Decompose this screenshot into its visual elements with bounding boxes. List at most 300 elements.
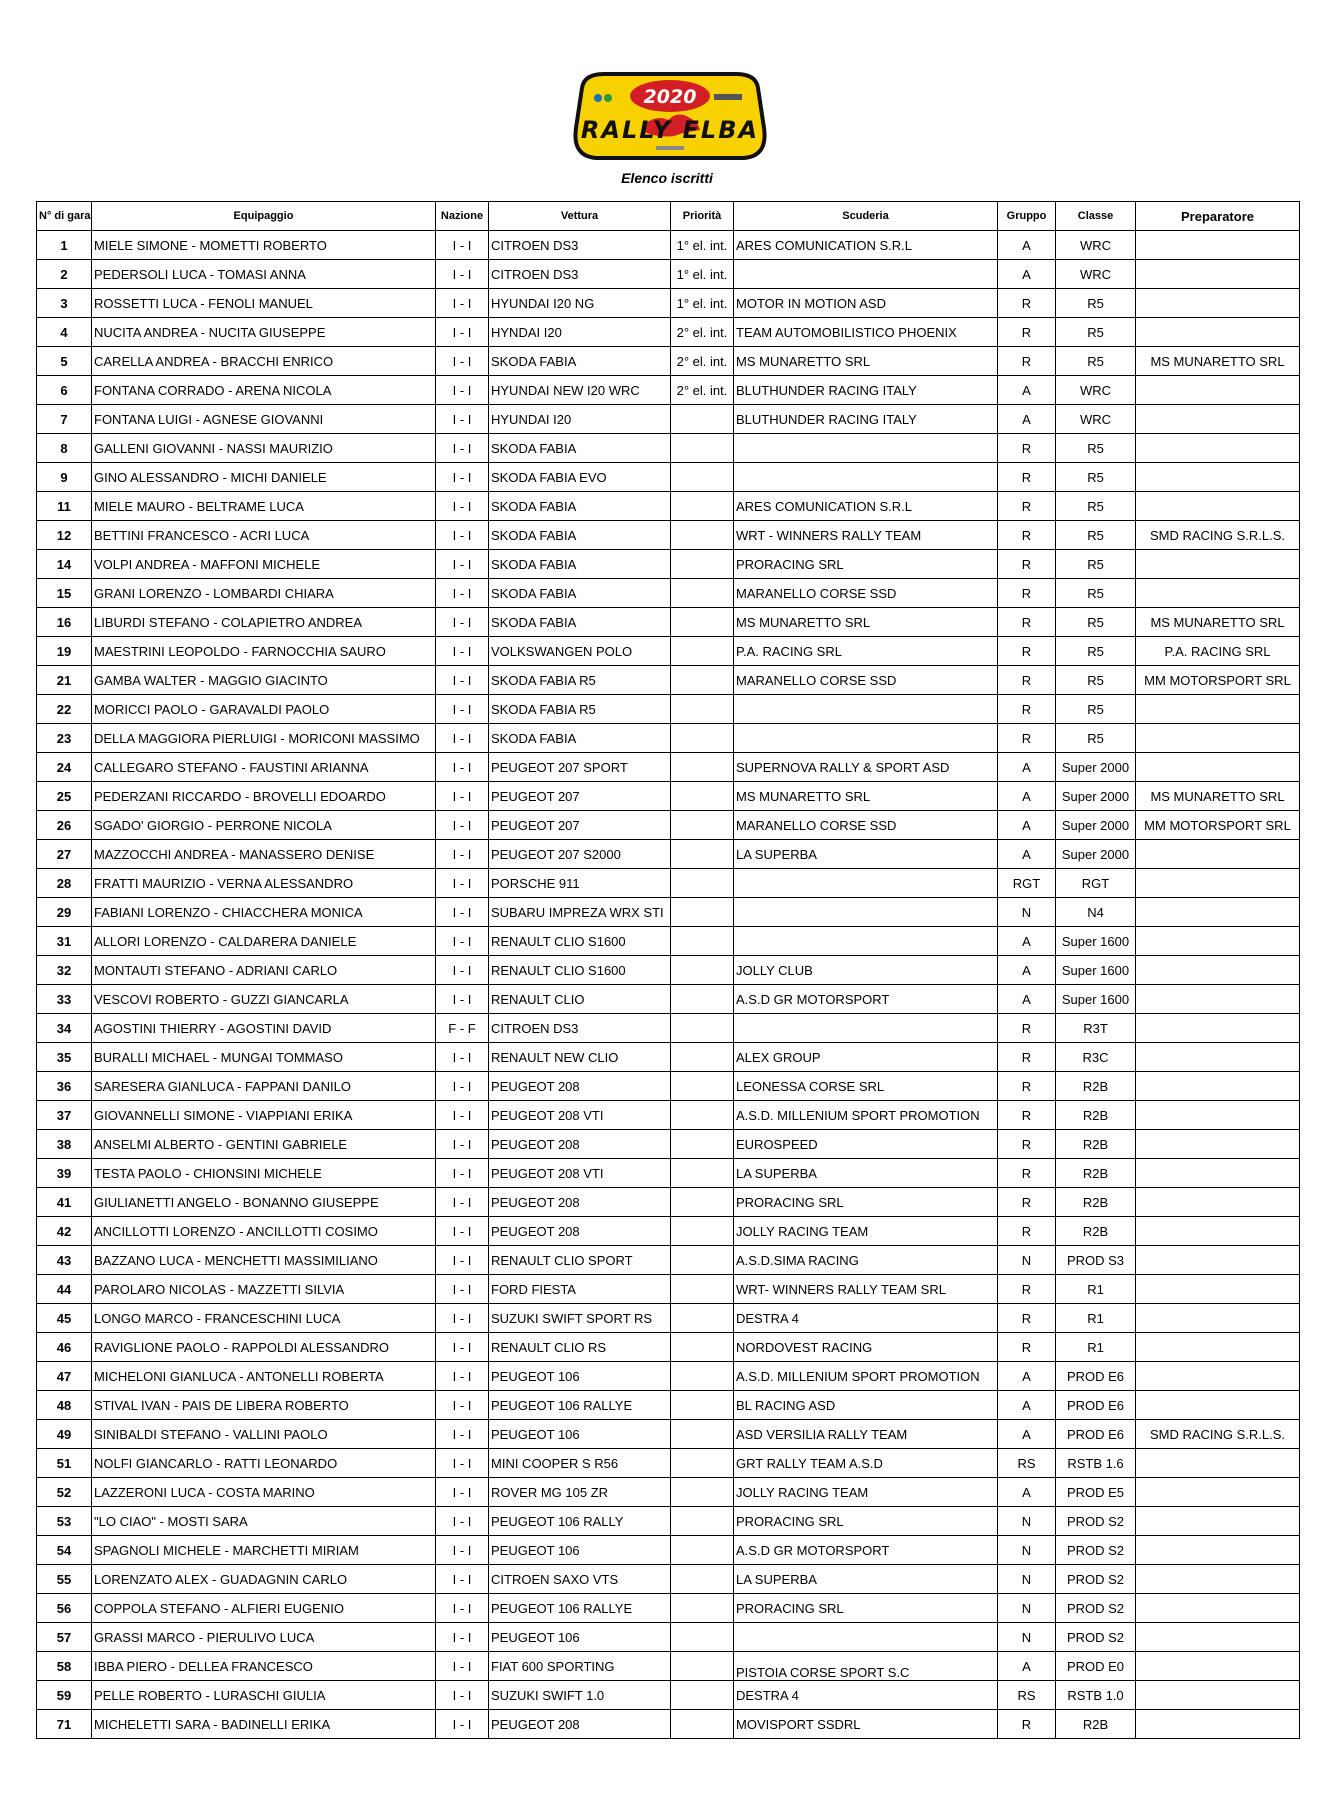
crew-cell: PEDERZANI RICCARDO - BROVELLI EDOARDO — [92, 782, 436, 811]
table-row — [37, 1420, 1300, 1449]
preparer-cell — [1136, 1043, 1300, 1072]
table-row — [37, 811, 1300, 840]
class-cell: R5 — [1056, 579, 1136, 608]
class-cell: PROD S2 — [1056, 1565, 1136, 1594]
crew-cell: SGADO' GIORGIO - PERRONE NICOLA — [92, 811, 436, 840]
table-row — [37, 1391, 1300, 1420]
table-row — [37, 318, 1300, 347]
table-row — [37, 405, 1300, 434]
class-cell: R1 — [1056, 1333, 1136, 1362]
team-cell: P.A. RACING SRL — [734, 637, 998, 666]
car-cell: PEUGEOT 207 SPORT — [489, 753, 671, 782]
car-cell: PEUGEOT 208 VTI — [489, 1159, 671, 1188]
table-row — [37, 289, 1300, 318]
class-cell: RSTB 1.0 — [1056, 1681, 1136, 1710]
nation-cell: I - I — [436, 840, 489, 869]
car-cell: SKODA FABIA — [489, 550, 671, 579]
table-row — [37, 1710, 1300, 1739]
priority-cell — [671, 1333, 734, 1362]
table-row — [37, 1043, 1300, 1072]
preparer-cell — [1136, 898, 1300, 927]
group-cell: R — [998, 463, 1056, 492]
nation-cell: I - I — [436, 608, 489, 637]
group-cell: A — [998, 231, 1056, 260]
priority-cell — [671, 1710, 734, 1739]
entry-number: 45 — [37, 1304, 92, 1333]
nation-cell: I - I — [436, 782, 489, 811]
priority-cell — [671, 666, 734, 695]
nation-cell: I - I — [436, 1246, 489, 1275]
class-cell: RSTB 1.6 — [1056, 1449, 1136, 1478]
nation-cell: I - I — [436, 260, 489, 289]
preparer-cell — [1136, 463, 1300, 492]
priority-cell — [671, 1275, 734, 1304]
group-cell: A — [998, 376, 1056, 405]
priority-cell — [671, 1449, 734, 1478]
crew-cell: ANCILLOTTI LORENZO - ANCILLOTTI COSIMO — [92, 1217, 436, 1246]
nation-cell: I - I — [436, 376, 489, 405]
team-cell: JOLLY CLUB — [734, 956, 998, 985]
table-row — [37, 521, 1300, 550]
car-cell: SKODA FABIA — [489, 579, 671, 608]
priority-cell — [671, 898, 734, 927]
preparer-cell — [1136, 1710, 1300, 1739]
preparer-cell — [1136, 1681, 1300, 1710]
priority-cell: 1° el. int. — [671, 260, 734, 289]
class-cell: PROD E6 — [1056, 1420, 1136, 1449]
car-cell: RENAULT NEW CLIO — [489, 1043, 671, 1072]
team-cell: A.S.D. MILLENIUM SPORT PROMOTION — [734, 1101, 998, 1130]
group-cell: R — [998, 637, 1056, 666]
class-cell: Super 2000 — [1056, 840, 1136, 869]
entry-number: 32 — [37, 956, 92, 985]
team-cell: ASD VERSILIA RALLY TEAM — [734, 1420, 998, 1449]
nation-cell: I - I — [436, 1159, 489, 1188]
team-cell: LA SUPERBA — [734, 1159, 998, 1188]
group-cell: A — [998, 260, 1056, 289]
crew-cell: MAZZOCCHI ANDREA - MANASSERO DENISE — [92, 840, 436, 869]
car-cell: CITROEN DS3 — [489, 260, 671, 289]
entry-list-table — [36, 201, 1300, 1739]
team-cell — [734, 695, 998, 724]
entry-number: 15 — [37, 579, 92, 608]
crew-cell: LIBURDI STEFANO - COLAPIETRO ANDREA — [92, 608, 436, 637]
class-cell: PROD E6 — [1056, 1362, 1136, 1391]
preparer-cell — [1136, 1188, 1300, 1217]
priority-cell — [671, 1362, 734, 1391]
entry-number: 37 — [37, 1101, 92, 1130]
group-cell: R — [998, 579, 1056, 608]
table-row — [37, 1652, 1300, 1681]
team-cell: PRORACING SRL — [734, 1594, 998, 1623]
nation-cell: I - I — [436, 1217, 489, 1246]
nation-cell: I - I — [436, 637, 489, 666]
page-subtitle: Elenco iscritti — [621, 170, 713, 186]
class-cell: R5 — [1056, 608, 1136, 637]
entry-number: 2 — [37, 260, 92, 289]
entry-number: 12 — [37, 521, 92, 550]
priority-cell — [671, 753, 734, 782]
crew-cell: MAESTRINI LEOPOLDO - FARNOCCHIA SAURO — [92, 637, 436, 666]
group-cell: R — [998, 724, 1056, 753]
nation-cell: I - I — [436, 289, 489, 318]
crew-cell: MICHELETTI SARA - BADINELLI ERIKA — [92, 1710, 436, 1739]
table-row — [37, 1594, 1300, 1623]
preparer-cell — [1136, 1014, 1300, 1043]
group-cell: N — [998, 898, 1056, 927]
entry-number: 39 — [37, 1159, 92, 1188]
crew-cell: DELLA MAGGIORA PIERLUIGI - MORICONI MASSIMO — [92, 724, 436, 753]
car-cell: PEUGEOT 207 — [489, 811, 671, 840]
table-row — [37, 695, 1300, 724]
table-row — [37, 231, 1300, 260]
nation-cell: I - I — [436, 1652, 489, 1681]
team-cell: JOLLY RACING TEAM — [734, 1478, 998, 1507]
table-row — [37, 1507, 1300, 1536]
entry-number: 53 — [37, 1507, 92, 1536]
table-row — [37, 1623, 1300, 1652]
nation-cell: I - I — [436, 695, 489, 724]
column-header-number: N° di gara — [37, 202, 92, 231]
priority-cell — [671, 637, 734, 666]
crew-cell: LAZZERONI LUCA - COSTA MARINO — [92, 1478, 436, 1507]
team-cell: PRORACING SRL — [734, 1507, 998, 1536]
column-header-priority: Priorità — [671, 202, 734, 231]
class-cell: R2B — [1056, 1072, 1136, 1101]
team-cell — [734, 927, 998, 956]
entry-number: 4 — [37, 318, 92, 347]
team-cell: NORDOVEST RACING — [734, 1333, 998, 1362]
preparer-cell — [1136, 550, 1300, 579]
class-cell: R2B — [1056, 1217, 1136, 1246]
priority-cell — [671, 1043, 734, 1072]
nation-cell: I - I — [436, 898, 489, 927]
nation-cell: I - I — [436, 318, 489, 347]
priority-cell — [671, 1681, 734, 1710]
table-header-row — [37, 202, 1300, 231]
class-cell: PROD S2 — [1056, 1507, 1136, 1536]
priority-cell — [671, 1130, 734, 1159]
table-row — [37, 869, 1300, 898]
car-cell: MINI COOPER S R56 — [489, 1449, 671, 1478]
class-cell: R5 — [1056, 347, 1136, 376]
priority-cell: 1° el. int. — [671, 289, 734, 318]
priority-cell — [671, 1391, 734, 1420]
class-cell: Super 1600 — [1056, 956, 1136, 985]
priority-cell — [671, 1536, 734, 1565]
car-cell: SKODA FABIA R5 — [489, 695, 671, 724]
preparer-cell — [1136, 1101, 1300, 1130]
preparer-cell: MM MOTORSPORT SRL — [1136, 666, 1300, 695]
car-cell: HYUNDAI I20 NG — [489, 289, 671, 318]
priority-cell — [671, 695, 734, 724]
entry-number: 5 — [37, 347, 92, 376]
group-cell: R — [998, 492, 1056, 521]
group-cell: N — [998, 1594, 1056, 1623]
group-cell: A — [998, 840, 1056, 869]
class-cell: R2B — [1056, 1710, 1136, 1739]
entry-number: 23 — [37, 724, 92, 753]
crew-cell: AGOSTINI THIERRY - AGOSTINI DAVID — [92, 1014, 436, 1043]
team-cell: MS MUNARETTO SRL — [734, 782, 998, 811]
crew-cell: GAMBA WALTER - MAGGIO GIACINTO — [92, 666, 436, 695]
preparer-cell — [1136, 1623, 1300, 1652]
preparer-cell: MS MUNARETTO SRL — [1136, 608, 1300, 637]
entry-number: 51 — [37, 1449, 92, 1478]
crew-cell: PELLE ROBERTO - LURASCHI GIULIA — [92, 1681, 436, 1710]
crew-cell: PEDERSOLI LUCA - TOMASI ANNA — [92, 260, 436, 289]
nation-cell: I - I — [436, 666, 489, 695]
group-cell: R — [998, 1188, 1056, 1217]
car-cell: SKODA FABIA — [489, 492, 671, 521]
crew-cell: BAZZANO LUCA - MENCHETTI MASSIMILIANO — [92, 1246, 436, 1275]
class-cell: Super 1600 — [1056, 985, 1136, 1014]
logo-text: RALLY ELBA — [580, 116, 760, 144]
car-cell: ROVER MG 105 ZR — [489, 1478, 671, 1507]
priority-cell — [671, 927, 734, 956]
preparer-cell — [1136, 1275, 1300, 1304]
team-cell: EUROSPEED — [734, 1130, 998, 1159]
group-cell: R — [998, 521, 1056, 550]
crew-cell: GIULIANETTI ANGELO - BONANNO GIUSEPPE — [92, 1188, 436, 1217]
class-cell: R5 — [1056, 492, 1136, 521]
car-cell: PEUGEOT 208 — [489, 1710, 671, 1739]
preparer-cell — [1136, 1652, 1300, 1681]
nation-cell: I - I — [436, 869, 489, 898]
nation-cell: I - I — [436, 1333, 489, 1362]
table-row — [37, 1536, 1300, 1565]
crew-cell: MONTAUTI STEFANO - ADRIANI CARLO — [92, 956, 436, 985]
class-cell: R5 — [1056, 550, 1136, 579]
nation-cell: I - I — [436, 811, 489, 840]
entry-number: 59 — [37, 1681, 92, 1710]
priority-cell — [671, 782, 734, 811]
car-cell: VOLKSWANGEN POLO — [489, 637, 671, 666]
nation-cell: I - I — [436, 1594, 489, 1623]
preparer-cell — [1136, 1594, 1300, 1623]
group-cell: R — [998, 695, 1056, 724]
nation-cell: I - I — [436, 1681, 489, 1710]
group-cell: N — [998, 1536, 1056, 1565]
priority-cell — [671, 985, 734, 1014]
priority-cell — [671, 1623, 734, 1652]
team-cell: ALEX GROUP — [734, 1043, 998, 1072]
nation-cell: I - I — [436, 1072, 489, 1101]
group-cell: A — [998, 1652, 1056, 1681]
crew-cell: LORENZATO ALEX - GUADAGNIN CARLO — [92, 1565, 436, 1594]
car-cell: PEUGEOT 207 — [489, 782, 671, 811]
crew-cell: CALLEGARO STEFANO - FAUSTINI ARIANNA — [92, 753, 436, 782]
table-row — [37, 550, 1300, 579]
preparer-cell — [1136, 289, 1300, 318]
crew-cell: TESTA PAOLO - CHIONSINI MICHELE — [92, 1159, 436, 1188]
entry-number: 54 — [37, 1536, 92, 1565]
team-cell: DESTRA 4 — [734, 1681, 998, 1710]
nation-cell: I - I — [436, 1536, 489, 1565]
class-cell: R2B — [1056, 1101, 1136, 1130]
group-cell: RS — [998, 1449, 1056, 1478]
nation-cell: I - I — [436, 927, 489, 956]
preparer-cell — [1136, 1217, 1300, 1246]
class-cell: R5 — [1056, 724, 1136, 753]
preparer-cell: MS MUNARETTO SRL — [1136, 347, 1300, 376]
crew-cell: ROSSETTI LUCA - FENOLI MANUEL — [92, 289, 436, 318]
preparer-cell: SMD RACING S.R.L.S. — [1136, 1420, 1300, 1449]
entry-number: 43 — [37, 1246, 92, 1275]
nation-cell: I - I — [436, 1362, 489, 1391]
team-cell: SUPERNOVA RALLY & SPORT ASD — [734, 753, 998, 782]
group-cell: N — [998, 1565, 1056, 1594]
car-cell: PEUGEOT 207 S2000 — [489, 840, 671, 869]
team-cell: BL RACING ASD — [734, 1391, 998, 1420]
crew-cell: STIVAL IVAN - PAIS DE LIBERA ROBERTO — [92, 1391, 436, 1420]
nation-cell: I - I — [436, 521, 489, 550]
table-row — [37, 1304, 1300, 1333]
table-row — [37, 1478, 1300, 1507]
entry-number: 58 — [37, 1652, 92, 1681]
team-cell: PRORACING SRL — [734, 1188, 998, 1217]
class-cell: R2B — [1056, 1188, 1136, 1217]
table-row — [37, 840, 1300, 869]
preparer-cell — [1136, 434, 1300, 463]
car-cell: SKODA FABIA EVO — [489, 463, 671, 492]
priority-cell — [671, 521, 734, 550]
priority-cell — [671, 550, 734, 579]
table-row — [37, 666, 1300, 695]
crew-cell: FABIANI LORENZO - CHIACCHERA MONICA — [92, 898, 436, 927]
crew-cell: FONTANA LUIGI - AGNESE GIOVANNI — [92, 405, 436, 434]
entry-number: 21 — [37, 666, 92, 695]
class-cell: PROD S2 — [1056, 1623, 1136, 1652]
preparer-cell — [1136, 376, 1300, 405]
table-row — [37, 753, 1300, 782]
car-cell: PEUGEOT 208 — [489, 1217, 671, 1246]
logo-year: 2020 — [643, 86, 697, 108]
team-cell: MS MUNARETTO SRL — [734, 608, 998, 637]
priority-cell — [671, 463, 734, 492]
crew-cell: MIELE SIMONE - MOMETTI ROBERTO — [92, 231, 436, 260]
crew-cell: PAROLARO NICOLAS - MAZZETTI SILVIA — [92, 1275, 436, 1304]
entry-number: 42 — [37, 1217, 92, 1246]
class-cell: Super 2000 — [1056, 753, 1136, 782]
table-row — [37, 1217, 1300, 1246]
preparer-cell — [1136, 956, 1300, 985]
entry-number: 3 — [37, 289, 92, 318]
group-cell: R — [998, 1043, 1056, 1072]
team-cell: A.S.D. MILLENIUM SPORT PROMOTION — [734, 1362, 998, 1391]
car-cell: CITROEN DS3 — [489, 231, 671, 260]
car-cell: SUBARU IMPREZA WRX STI — [489, 898, 671, 927]
preparer-cell — [1136, 869, 1300, 898]
group-cell: RS — [998, 1681, 1056, 1710]
car-cell: SUZUKI SWIFT SPORT RS — [489, 1304, 671, 1333]
class-cell: R5 — [1056, 289, 1136, 318]
group-cell: R — [998, 1130, 1056, 1159]
team-cell: MOVISPORT SSDRL — [734, 1710, 998, 1739]
table-row — [37, 724, 1300, 753]
class-cell: N4 — [1056, 898, 1136, 927]
crew-cell: GINO ALESSANDRO - MICHI DANIELE — [92, 463, 436, 492]
team-cell: BLUTHUNDER RACING ITALY — [734, 376, 998, 405]
crew-cell: GRANI LORENZO - LOMBARDI CHIARA — [92, 579, 436, 608]
car-cell: RENAULT CLIO RS — [489, 1333, 671, 1362]
group-cell: R — [998, 1072, 1056, 1101]
priority-cell — [671, 1420, 734, 1449]
preparer-cell — [1136, 1391, 1300, 1420]
team-cell: MS MUNARETTO SRL — [734, 347, 998, 376]
crew-cell: FONTANA CORRADO - ARENA NICOLA — [92, 376, 436, 405]
entry-number: 46 — [37, 1333, 92, 1362]
team-cell: PISTOIA CORSE SPORT S.C — [734, 1652, 998, 1681]
preparer-cell — [1136, 695, 1300, 724]
crew-cell: LONGO MARCO - FRANCESCHINI LUCA — [92, 1304, 436, 1333]
preparer-cell — [1136, 1333, 1300, 1362]
priority-cell — [671, 1072, 734, 1101]
class-cell: WRC — [1056, 405, 1136, 434]
preparer-cell — [1136, 492, 1300, 521]
class-cell: R1 — [1056, 1304, 1136, 1333]
entry-number: 9 — [37, 463, 92, 492]
group-cell: N — [998, 1246, 1056, 1275]
crew-cell: GIOVANNELLI SIMONE - VIAPPIANI ERIKA — [92, 1101, 436, 1130]
team-cell: BLUTHUNDER RACING ITALY — [734, 405, 998, 434]
preparer-cell — [1136, 318, 1300, 347]
preparer-cell: MS MUNARETTO SRL — [1136, 782, 1300, 811]
nation-cell: I - I — [436, 579, 489, 608]
entry-number: 38 — [37, 1130, 92, 1159]
priority-cell — [671, 1101, 734, 1130]
column-header-group: Gruppo — [998, 202, 1056, 231]
group-cell: A — [998, 985, 1056, 1014]
class-cell: PROD S3 — [1056, 1246, 1136, 1275]
preparer-cell — [1136, 1507, 1300, 1536]
group-cell: R — [998, 1304, 1056, 1333]
entry-number: 25 — [37, 782, 92, 811]
preparer-cell — [1136, 1565, 1300, 1594]
car-cell: PEUGEOT 106 RALLY — [489, 1507, 671, 1536]
group-cell: R — [998, 608, 1056, 637]
table-row — [37, 260, 1300, 289]
group-cell: R — [998, 1217, 1056, 1246]
nation-cell: I - I — [436, 1623, 489, 1652]
team-cell — [734, 1014, 998, 1043]
table-row — [37, 608, 1300, 637]
table-row — [37, 347, 1300, 376]
preparer-cell — [1136, 579, 1300, 608]
preparer-cell — [1136, 1449, 1300, 1478]
class-cell: PROD S2 — [1056, 1594, 1136, 1623]
group-cell: A — [998, 1420, 1056, 1449]
crew-cell: ALLORI LORENZO - CALDARERA DANIELE — [92, 927, 436, 956]
class-cell: R2B — [1056, 1159, 1136, 1188]
nation-cell: I - I — [436, 1130, 489, 1159]
priority-cell — [671, 492, 734, 521]
priority-cell — [671, 956, 734, 985]
car-cell: SKODA FABIA — [489, 347, 671, 376]
car-cell: PEUGEOT 208 VTI — [489, 1101, 671, 1130]
car-cell: PEUGEOT 106 — [489, 1420, 671, 1449]
entry-number: 6 — [37, 376, 92, 405]
crew-cell: GALLENI GIOVANNI - NASSI MAURIZIO — [92, 434, 436, 463]
car-cell: FIAT 600 SPORTING — [489, 1652, 671, 1681]
table-row — [37, 898, 1300, 927]
preparer-cell — [1136, 1478, 1300, 1507]
entry-number: 36 — [37, 1072, 92, 1101]
table-body — [37, 231, 1300, 1739]
priority-cell — [671, 608, 734, 637]
car-cell: PEUGEOT 208 — [489, 1188, 671, 1217]
priority-cell — [671, 1565, 734, 1594]
